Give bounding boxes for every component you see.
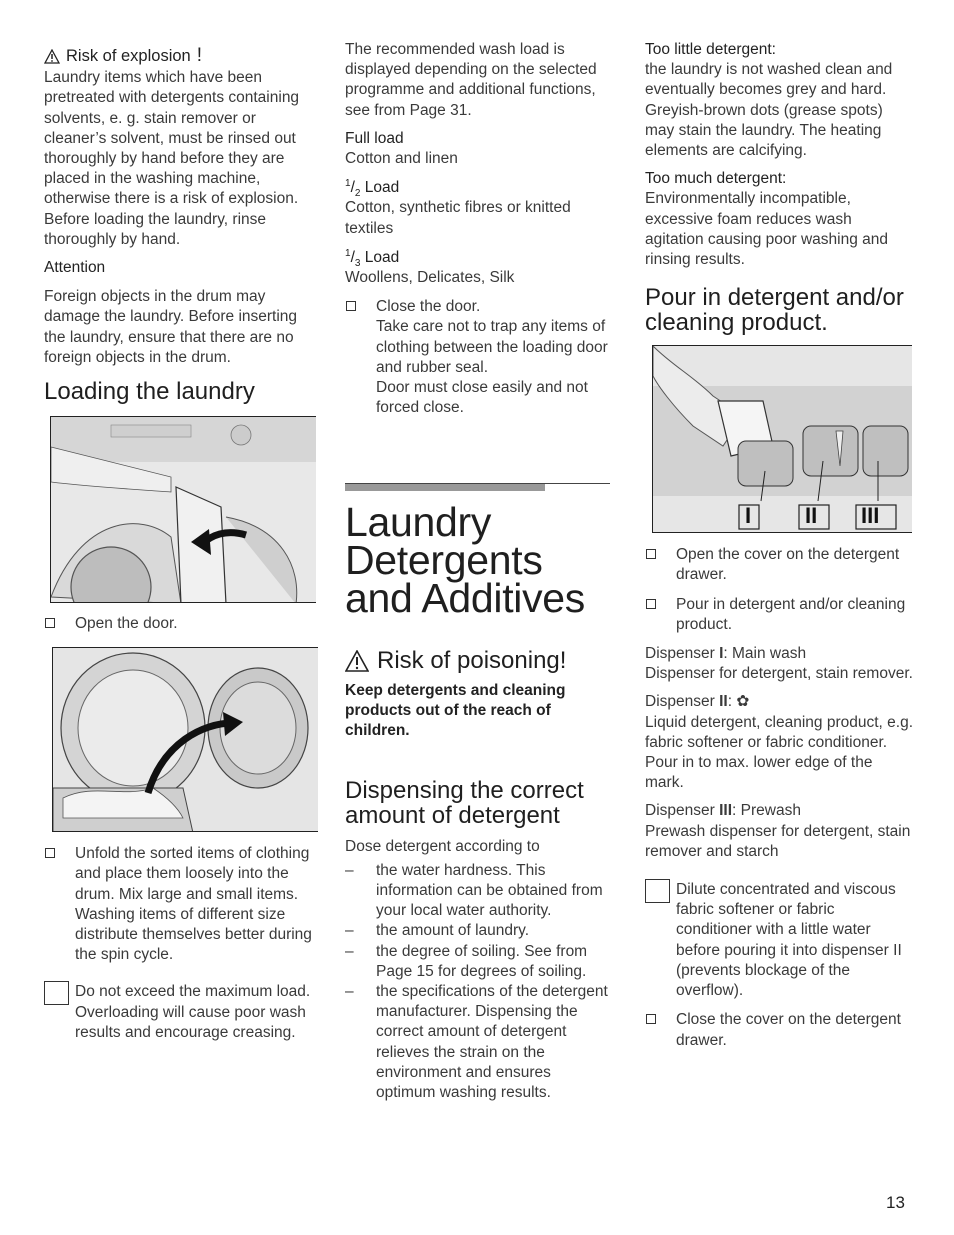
note-max-load <box>44 982 312 1043</box>
dispenser-2-text: Liquid detergent, cleaning product, e.g. fabric softener or fabric conditioner. Pour in to max. lower edge of the mark. <box>645 713 913 792</box>
checkbox-icon <box>45 848 55 858</box>
open-door-illustration <box>50 416 316 603</box>
pour-heading: Pour in detergent and/or cleaning product. <box>645 284 904 337</box>
dispenser-number: II <box>719 693 728 711</box>
close-door-line3: Door must close easily and not forced close. <box>376 379 588 417</box>
warning-triangle-icon <box>44 49 60 64</box>
checkbox-icon <box>646 599 656 609</box>
checkbox-icon <box>45 618 55 628</box>
step-open-door-text: Open the door. <box>75 615 178 633</box>
dispenser-3-title <box>645 801 913 821</box>
main-title-line3: and Additives <box>345 575 585 621</box>
dash-mark: – <box>345 922 354 940</box>
dispenser-number: III <box>719 802 733 820</box>
exclamation-mark: ! <box>196 45 203 66</box>
checkbox-icon <box>646 1014 656 1024</box>
main-title-line1: Laundry <box>345 499 492 545</box>
dispenser-prefix: Dispenser <box>645 645 720 663</box>
step-unfold-text: Unfold the sorted items of clothing and place them loosely into the drum. Mix large and small items. Washing items of different size distribute themselves better during the spin cycle. <box>75 845 312 964</box>
main-title <box>345 499 610 621</box>
page-number: 13 <box>886 1193 905 1212</box>
third-load-text: Woollens, Delicates, Silk <box>345 269 515 287</box>
note-dilute <box>645 880 913 1001</box>
dash-mark: – <box>345 983 354 1001</box>
step-close-door <box>345 297 610 418</box>
dose-item <box>345 942 610 982</box>
column-middle <box>345 40 610 1102</box>
half-load-label: Load <box>364 179 400 197</box>
half-load-text: Cotton, synthetic fibres or knitted textiles <box>345 199 571 237</box>
detergent-drawer-illustration <box>652 345 912 533</box>
dose-item-text: the water hardness. This information can be obtained from your local water authority. <box>376 861 603 920</box>
third-den: 3 <box>354 257 361 269</box>
third-num: 1 <box>345 247 351 259</box>
dash-mark: – <box>345 942 354 960</box>
note-box-icon <box>645 879 670 903</box>
explosion-title: Risk of explosion <box>66 47 191 65</box>
dispenser-label: : Prewash <box>732 802 801 820</box>
dispenser-III-label: III <box>861 503 880 529</box>
dispenser-label: : ✿ <box>727 693 750 711</box>
poison-title: Risk of poisoning! <box>377 647 567 674</box>
step-open-cover-text: Open the cover on the detergent drawer. <box>676 546 900 584</box>
dispenser-2-title <box>645 692 913 712</box>
warning-triangle-icon <box>345 650 369 672</box>
checkbox-icon <box>346 301 356 311</box>
washer-door-drawing <box>51 417 316 603</box>
loading-heading: Loading the laundry <box>44 378 255 406</box>
poison-heading <box>345 648 610 673</box>
dispenser-label: : Main wash <box>723 645 807 663</box>
close-door-line2: Take care not to trap any items of clothing between the loading door and rubber seal. <box>376 318 608 376</box>
dose-item-text: the degree of soiling. See from Page 15 for degrees of soiling. <box>376 942 588 980</box>
column-right <box>645 40 913 1051</box>
note-dilute-text: Dilute concentrated and viscous fabric softener or fabric conditioner with a little water before pouring it into dispenser II (prevents blockage of the overflow). <box>676 881 902 1000</box>
explosion-warning-heading <box>44 46 312 66</box>
close-door-line1: Close the door. <box>376 298 481 316</box>
half-den: 2 <box>354 188 361 200</box>
dispenser-prefix: Dispenser <box>645 802 720 820</box>
dose-intro: Dose detergent according to <box>345 837 540 855</box>
too-much-title: Too much detergent: <box>645 170 787 188</box>
full-load-text: Cotton and linen <box>345 150 458 168</box>
half-load-title: $^1/_2$ Load <box>345 178 400 200</box>
explosion-text: Laundry items which have been pretreated with detergents containing solvents, e. g. stain remover or cleaner’s solvent, must be rinsed out thoroughly by hand before they are placed in the washing machine, otherwise there is a risk of explosion. Before loading the laundry, rinse thoroughly by hand. <box>44 69 300 248</box>
dispenser-3-text: Prewash dispenser for detergent, stain remover and starch <box>645 822 911 860</box>
dispenser-number: I <box>719 645 724 663</box>
section-rule <box>345 483 610 492</box>
too-little-title: Too little detergent: <box>645 41 776 58</box>
laundry-basket-drawing <box>53 648 318 832</box>
step-pour-text: Pour in detergent and/or cleaning product. <box>676 595 906 633</box>
step-open-door <box>44 614 312 634</box>
dispenser-1-title <box>645 644 913 664</box>
note-max-load-text: Do not exceed the maximum load. Overloading will cause poor wash results and encourage creasing. <box>75 983 311 1041</box>
dispensing-heading: Dispensing the correct amount of detergent <box>345 776 584 829</box>
dose-item-text: the specifications of the detergent manufacturer. Dispensing the correct amount of detergent relieves the strain on the environment and ensures optimum washing results. <box>376 983 608 1102</box>
dose-item <box>345 921 610 941</box>
third-load-label: Load <box>364 248 400 266</box>
step-unfold <box>44 844 312 965</box>
third-load-title: $^1/_3$ Load <box>345 247 400 269</box>
attention-text: Foreign objects in the drum may damage the laundry. Before inserting the laundry, ensure that there are no foreign objects in the drum. <box>44 288 298 366</box>
dose-item-text: the amount of laundry. <box>376 922 530 940</box>
attention-title: Attention <box>44 259 106 277</box>
too-little-text: the laundry is not washed clean and eventually becomes grey and hard. Greyish-brown dots (grease spots) may stain the laundry. The heating elements are calcifying. <box>645 61 893 160</box>
dash-mark: – <box>345 861 354 879</box>
half-num: 1 <box>345 178 351 190</box>
dose-item <box>345 861 610 922</box>
step-close-cover-text: Close the cover on the detergent drawer. <box>676 1011 901 1049</box>
load-laundry-illustration <box>52 647 318 832</box>
checkbox-icon <box>646 549 656 559</box>
dispenser-prefix: Dispenser <box>645 693 720 711</box>
poison-section <box>345 648 610 1103</box>
dispenser-II-label: II <box>805 503 818 529</box>
note-box-icon <box>44 981 69 1005</box>
step-pour <box>645 595 913 635</box>
wash-load-intro: The recommended wash load is displayed depending on the selected programme and additional functions, see from Page 31. <box>345 41 597 119</box>
dispenser-I-label: I <box>745 503 752 529</box>
too-much-text: Environmentally incompatible, excessive foam reduces wash agitation causing poor washing and rinsing results. <box>645 190 889 269</box>
full-load-title: Full load <box>345 129 404 147</box>
step-open-cover <box>645 545 913 585</box>
dispenser-1-text: Dispenser for detergent, stain remover. <box>645 665 913 683</box>
dose-item <box>345 982 610 1103</box>
column-left <box>44 40 312 1043</box>
poison-text: Keep detergents and cleaning products out of the reach of children. <box>345 682 566 740</box>
main-title-line2: Detergents <box>345 537 543 583</box>
detergent-drawer-drawing <box>653 346 912 533</box>
step-close-cover <box>645 1010 913 1050</box>
